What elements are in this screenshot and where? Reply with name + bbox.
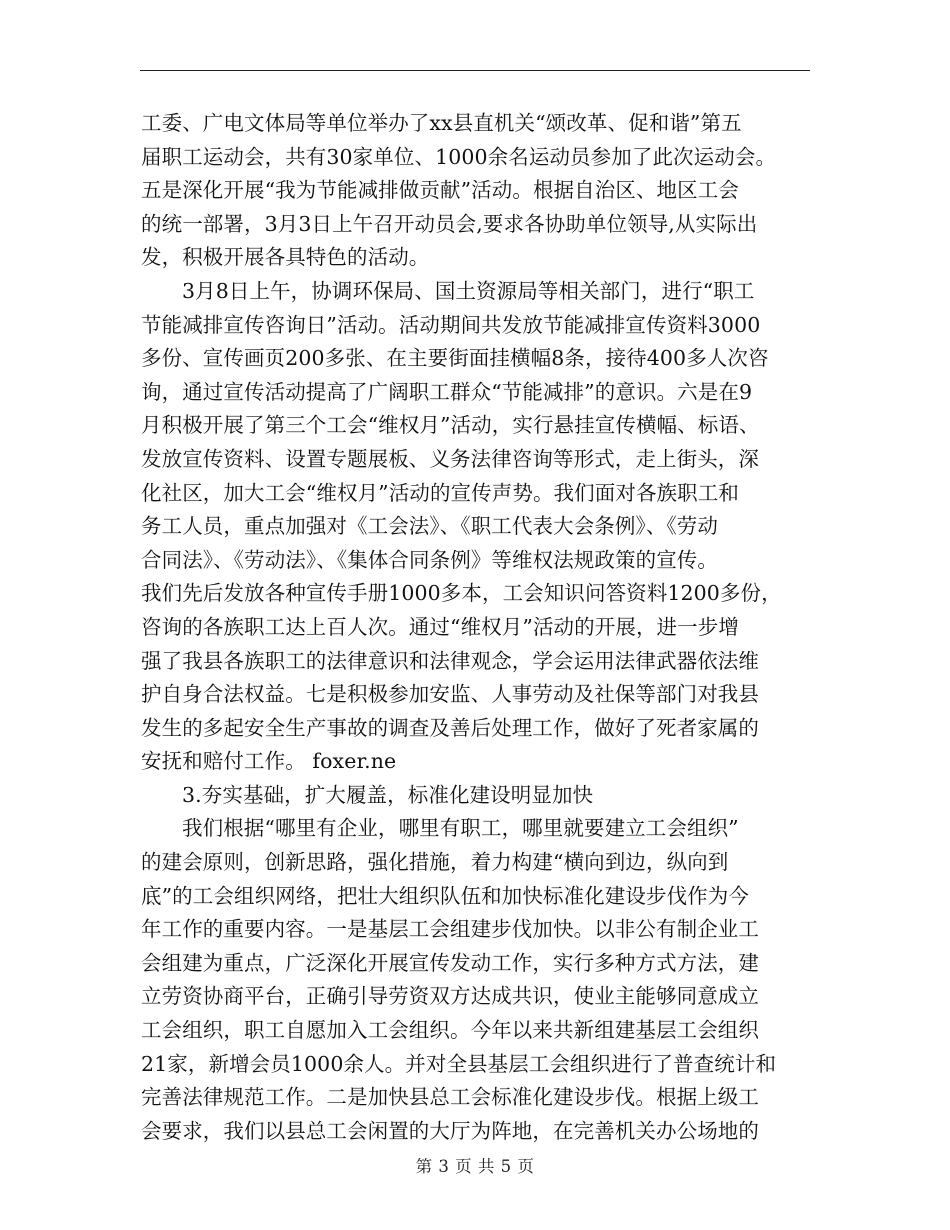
- text-line: 节能减排宣传咨询日”活动。活动期间共发放节能减排宣传资料3000: [141, 312, 761, 337]
- text-line: 我们先后发放各种宣传手册1000多本，工会知识问答资料1200多份，: [141, 581, 782, 606]
- text-line: 底”的工会组织网络，把壮大组织队伍和加快标准化建设步伐作为今: [141, 883, 749, 908]
- text-line: 的统一部署，3月3日上午召开动员会,要求各协助单位领导,从实际出: [141, 211, 758, 236]
- text-line: 发放宣传资料、设置专题展板、义务法律咨询等形式，走上街头，深: [141, 446, 759, 471]
- text-line: 工委、广电文体局等单位举办了xx县直机关“颂改革、促和谐”第五: [141, 111, 742, 135]
- text-line: 我们根据“哪里有企业，哪里有职工，哪里就要建立工会组织”: [182, 816, 739, 841]
- text-line: 工会组织，职工自愿加入工会组织。今年以来共新组建基层工会组织: [141, 1018, 759, 1043]
- text-line: 安抚和赔付工作。 foxer.ne: [141, 749, 397, 774]
- text-line: 届职工运动会，共有30家单位、1000余名运动员参加了此次运动会。: [141, 144, 777, 169]
- text-line: 会组建为重点，广泛深化开展宣传发动工作，实行多种方式方法，建: [141, 950, 759, 975]
- header-rule: [140, 70, 810, 71]
- text-line: 年工作的重要内容。一是基层工会组建步伐加快。以非公有制企业工: [141, 917, 759, 942]
- text-line: 发生的多起安全生产事故的调查及善后处理工作，做好了死者家属的: [141, 715, 759, 740]
- text-line: 五是深化开展“我为节能减排做贡献”活动。根据自治区、地区工会: [141, 178, 739, 203]
- text-line: 21家，新增会员1000余人。并对全县基层工会组织进行了普查统计和: [141, 1051, 777, 1076]
- body-text: [141, 107, 813, 1148]
- text-line: 3.夯实基础，扩大履盖，标准化建设明显加快: [182, 782, 594, 807]
- text-line: 强了我县各族职工的法律意识和法律观念，学会运用法律武器依法维: [141, 648, 759, 673]
- text-line: 多份、宣传画页200多张、在主要街面挂横幅8条，接待400多人次咨: [141, 346, 769, 371]
- text-line: 的建会原则，创新思路，强化措施，着力构建“横向到边，纵向到: [141, 850, 729, 875]
- text-line: 化社区，加大工会“维权月”活动的宣传声势。我们面对各族职工和: [141, 480, 739, 505]
- page-footer: 第 3 页 共 5 页: [415, 1157, 535, 1176]
- text-line: 护自身合法权益。七是积极参加安监、人事劳动及社保等部门对我县: [141, 682, 759, 707]
- text-line: 询，通过宣传活动提高了广阔职工群众“节能减排”的意识。六是在9: [141, 379, 753, 404]
- text-line: 合同法》、《劳动法》、《集体合同条例》等维权法规政策的宣传。: [141, 547, 718, 572]
- text-line: 会要求，我们以县总工会闲置的大厅为阵地，在完善机关办公场地的: [141, 1118, 759, 1143]
- text-line: 月积极开展了第三个工会“维权月”活动，实行悬挂宣传横幅、标语、: [141, 413, 760, 438]
- text-line: 发，积极开展各具特色的活动。: [141, 245, 430, 270]
- text-line: 完善法律规范工作。二是加快县总工会标准化建设步伐。根据上级工: [141, 1085, 759, 1110]
- text-line: 3月8日上午，协调环保局、国土资源局等相关部门，进行“职工: [182, 278, 755, 303]
- text-line: 立劳资协商平台，正确引导劳资双方达成共识，使业主能够同意成立: [141, 984, 759, 1009]
- text-line: 务工人员，重点加强对《工会法》、《职工代表大会条例》、《劳动: [141, 514, 718, 539]
- text-line: 咨询的各族职工达上百人次。通过“维权月”活动的开展，进一步增: [141, 614, 739, 639]
